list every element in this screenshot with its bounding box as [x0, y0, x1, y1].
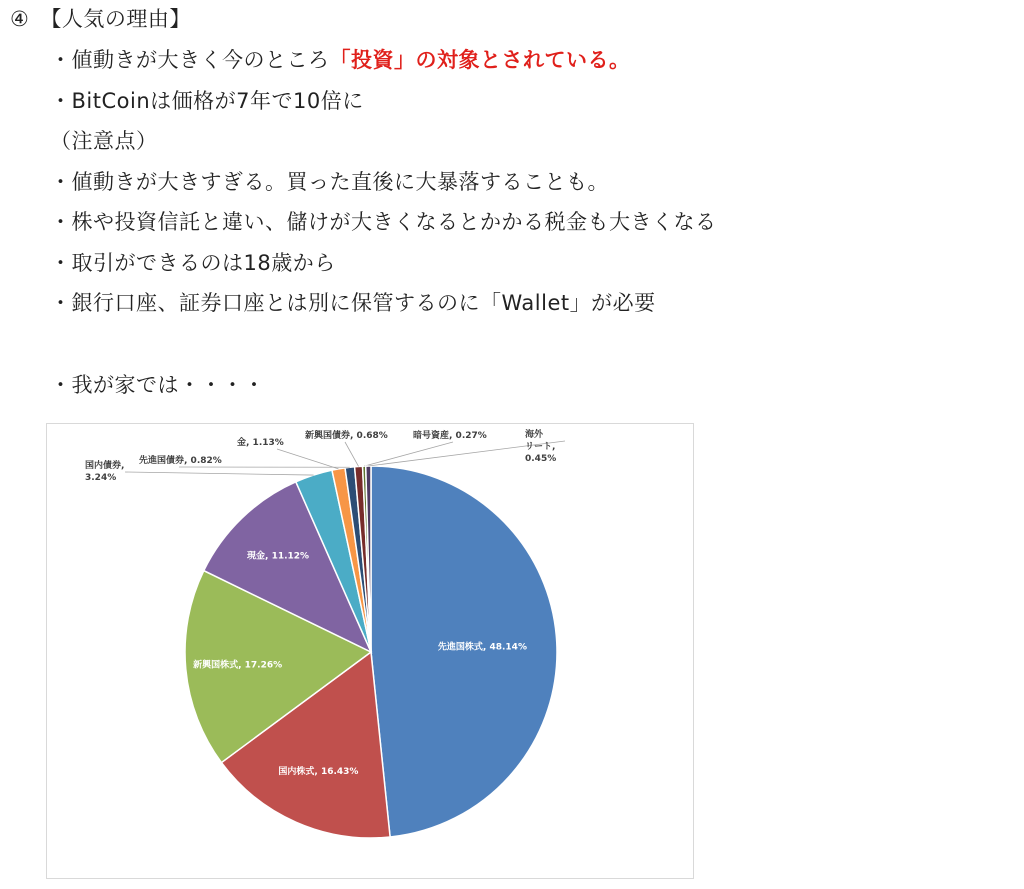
slice-label-国内債券: 国内債券, 3.24% [85, 461, 125, 483]
reason-1-text: ・値動きが大きく今のところ [50, 48, 330, 72]
slice-label-新興国株式: 新興国株式, 17.26% [193, 660, 283, 671]
slice-label-新興国債券: 新興国債券, 0.68% [305, 431, 388, 441]
reason-1 [50, 47, 631, 73]
family-note: ・我が家では・・・・ [50, 373, 265, 397]
slice-label-暗号資産: 暗号資産, 0.27% [413, 431, 487, 441]
caution-3: ・取引ができるのは18歳から [50, 251, 336, 275]
pie-chart [47, 424, 693, 878]
leader-line-暗号資産 [364, 442, 453, 466]
caution-4: ・銀行口座、証券口座とは別に保管するのに「Wallet」が必要 [50, 291, 656, 315]
leader-line-国内債券 [125, 472, 314, 475]
slice-label-海外リート: 海外リート, 0.45% [525, 430, 557, 464]
section-heading: ④ 【人気の理由】 [10, 7, 191, 31]
caution-1: ・値動きが大きすぎる。買った直後に大暴落することも。 [50, 170, 609, 194]
slice-label-先進国債券: 先進国債券, 0.82% [139, 456, 222, 466]
slice-label-金: 金, 1.13% [237, 438, 284, 448]
reason-1-emphasis: 「投資」の対象とされている。 [329, 48, 631, 72]
slice-label-国内株式: 国内株式, 16.43% [278, 767, 359, 778]
caution-heading: （注意点） [50, 129, 158, 153]
leader-line-金 [277, 449, 338, 469]
slice-label-現金: 現金, 11.12% [247, 551, 310, 562]
leader-line-新興国債券 [345, 442, 359, 466]
pie-chart-frame [46, 423, 694, 879]
slice-label-先進国株式: 先進国株式, 48.14% [437, 642, 527, 653]
caution-2: ・株や投資信託と違い、儲けが大きくなるとかかる税金も大きくなる [50, 210, 717, 234]
reason-2: ・BitCoinは価格が7年で10倍に [50, 89, 364, 113]
